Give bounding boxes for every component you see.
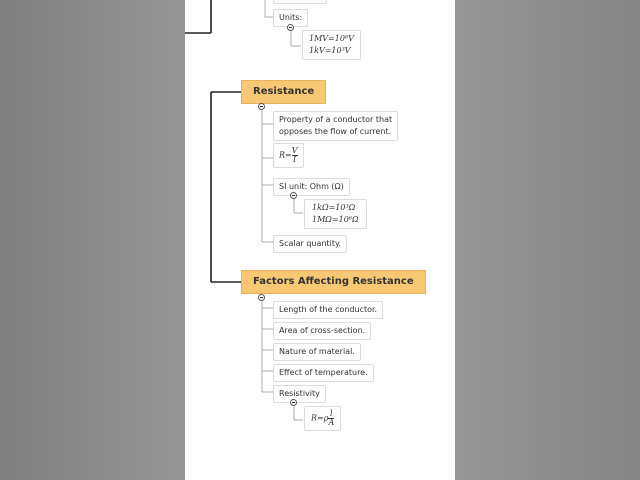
si-unit-node[interactable]: SI unit: Ohm (Ω) xyxy=(273,178,350,196)
mind-map-canvas[interactable] xyxy=(185,0,455,480)
factor-item-area[interactable]: Area of cross-section. xyxy=(273,322,371,340)
ohms-law-lhs: R= xyxy=(279,150,292,160)
ohms-law-formula-node[interactable] xyxy=(273,143,304,168)
truncated-node[interactable] xyxy=(273,0,327,4)
ohms-law-fraction xyxy=(292,147,298,164)
resistivity-denominator: A xyxy=(328,418,335,427)
scalar-quantity-node[interactable]: Scalar quantity. xyxy=(273,235,347,253)
resistivity-formula-node[interactable] xyxy=(304,406,341,431)
units-line-1: 1MV=10⁶V xyxy=(309,34,354,43)
ohms-law-numerator: V xyxy=(291,146,298,155)
resistivity-lhs: R=ρ xyxy=(311,413,329,423)
units-line-2: 1kV=10³V xyxy=(309,46,351,55)
units-label: Units: xyxy=(279,13,303,22)
resistivity-fraction xyxy=(328,410,334,427)
resistance-definition-line-2: opposes the flow of current. xyxy=(279,127,392,136)
collapse-units-icon[interactable] xyxy=(287,24,294,31)
collapse-factors-icon[interactable] xyxy=(258,294,265,301)
resistivity-node[interactable]: Resistivity xyxy=(273,385,326,403)
factor-item-temperature[interactable]: Effect of temperature. xyxy=(273,364,374,382)
resistance-definition-node[interactable] xyxy=(273,111,398,141)
factor-item-material[interactable]: Nature of material. xyxy=(273,343,361,361)
collapse-si-unit-icon[interactable] xyxy=(290,192,297,199)
ohm-unit-line-1: 1kΩ=10³Ω xyxy=(312,203,356,212)
units-values-node[interactable] xyxy=(302,30,361,60)
ohm-units-node[interactable] xyxy=(304,199,367,229)
factor-item-length[interactable]: Length of the conductor. xyxy=(273,301,383,319)
collapse-resistance-icon[interactable] xyxy=(258,103,265,110)
right-background xyxy=(455,0,640,480)
ohm-unit-line-2: 1MΩ=10⁶Ω xyxy=(312,215,359,224)
resistance-heading[interactable]: Resistance xyxy=(241,80,326,104)
left-background xyxy=(0,0,185,480)
resistance-definition-line-1: Property of a conductor that xyxy=(279,115,393,124)
ohms-law-denominator: I xyxy=(293,155,297,164)
factors-heading[interactable]: Factors Affecting Resistance xyxy=(241,270,426,294)
collapse-resistivity-icon[interactable] xyxy=(290,399,297,406)
resistivity-numerator: l xyxy=(330,409,333,418)
